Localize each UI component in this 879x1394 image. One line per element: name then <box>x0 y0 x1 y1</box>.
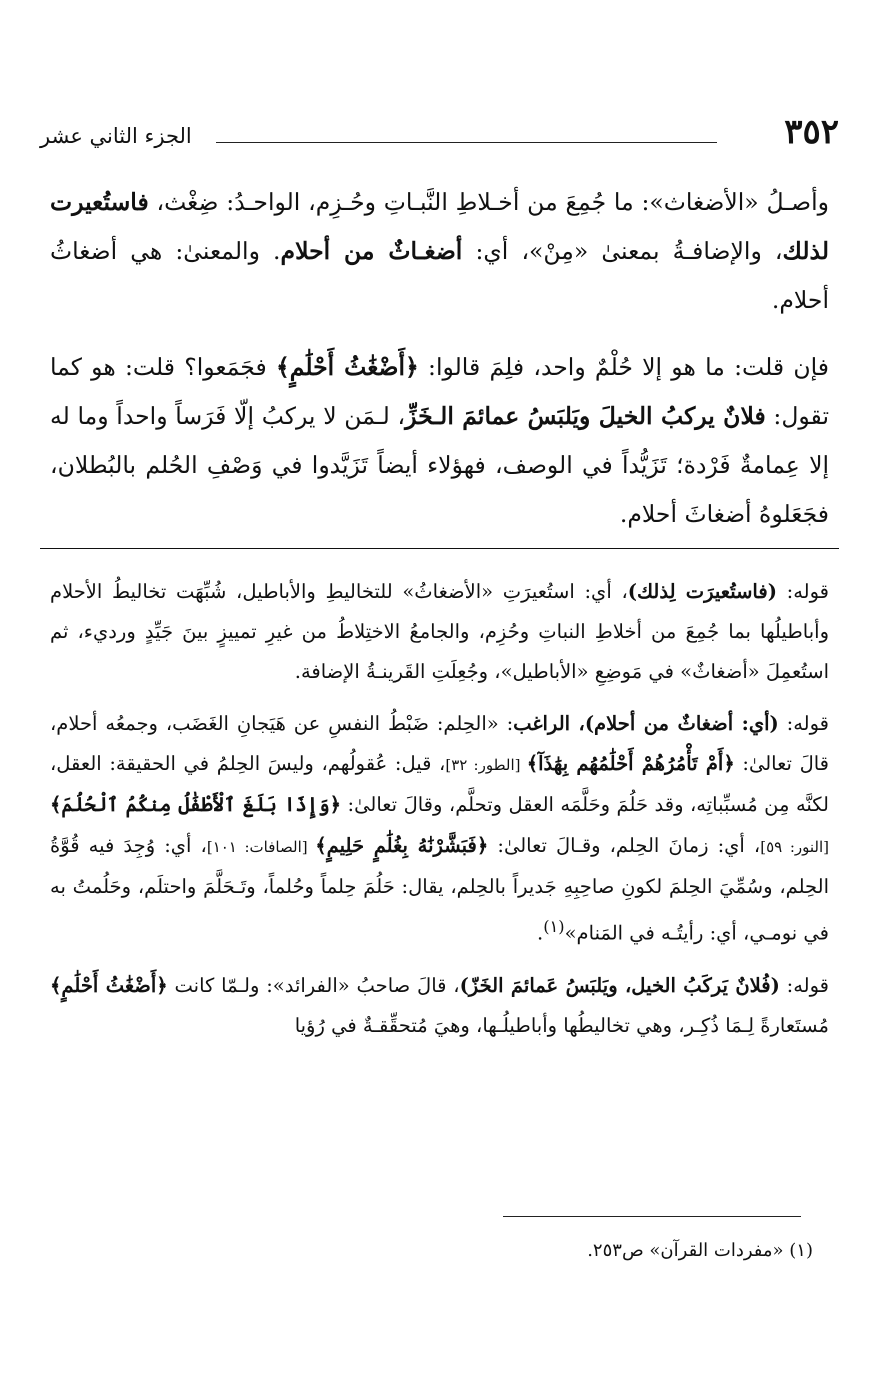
bold-phrase: (أي: أضغاثٌ من أحلام)، الراغب <box>513 712 779 735</box>
header-rule <box>216 142 717 143</box>
main-paragraph-2 <box>50 343 829 539</box>
text-run: فإن قلت: ما هو إلا حُلْمٌ واحد، فلِمَ قالوا: <box>418 353 829 381</box>
commentary-paragraph-2 <box>50 704 829 954</box>
quran-quote: ﴿أَمْ تَأْمُرُهُمْ أَحْلَٰمُهُم بِهَٰذَآ﴾ <box>526 752 735 775</box>
bold-phrase: فلانٌ يركبُ الخيلَ ويَلبَسُ عمائمَ الـخَزِّ <box>405 402 766 430</box>
quran-quote: ﴿أَضْغَٰثُ أَحْلَٰمٍ﴾ <box>275 353 419 381</box>
bold-phrase: (فاستُعيرَت لِذلك) <box>627 580 777 603</box>
section-divider <box>40 548 839 549</box>
quran-quote: ﴿وَإِذَا بَلَغَ ٱلْأَطْفَٰلُ مِنكُمُ ٱلْحُلُمَ﴾ <box>50 793 342 816</box>
text-run: مُستَعارةً لِـمَا ذُكِـر، وهي تخاليطُها وأباطيلُـها، وهيَ مُتحقِّقـةٌ في رُؤيا <box>294 1013 829 1037</box>
verse-reference: [النور: ٥٩] <box>760 838 829 856</box>
text-run: ، قيل: عُقولُهم، وليسَ الحِلمُ في الحقيقة: العقل، لكنَّه مِن مُسبِّباتِه، وقد حَلُمَ وحَلَّمَه العقل وتحلَّم، وقالَ تعالىٰ: <box>50 752 829 816</box>
commentary-paragraph-3 <box>50 966 829 1046</box>
commentary-paragraph-1 <box>50 572 829 692</box>
text-run: ، أي: وُجِدَ فيه قُوَّةُ الحِلم، وسُمِّيَ الحِلمَ لكونِ صاحِبِهِ جَديراً بالحِلم، يقال: حَلُمَ حِلماً وحُلماً، وتَـحَلَّمَ واحتلَم، وحَلُمتُ به في نومـي، أي: رأيتُـه في المَنام» <box>50 834 829 945</box>
main-text <box>50 178 829 557</box>
page-number: ٣٥٢ <box>784 112 839 152</box>
text-run: قوله: <box>776 580 829 603</box>
text-run: : «الحِلم: ضَبْطُ النفسِ عن هَيَجانِ الغَضَب، وجمعُه أحلام، قالَ تعالىٰ: <box>50 712 829 775</box>
text-run: . والمعنىٰ: هي أضغاثُ أحلام. <box>50 237 829 314</box>
text-run: قوله: <box>778 712 829 735</box>
text-run: ، أي: زمانَ الحِلم، وقـالَ تعالىٰ: <box>488 834 761 857</box>
quran-quote: ﴿فَبَشَّرْنَٰهُ بِغُلَٰمٍ حَلِيمٍ﴾ <box>315 834 489 857</box>
text-run: وأصـلُ «الأضغاث»: ما جُمِعَ من أخـلاطِ النَّبـاتِ وحُـزِم، الواحـدُ: ضِغْث، <box>148 188 829 216</box>
footnote-marker[interactable]: (١) <box>543 917 565 936</box>
commentary <box>50 572 829 1058</box>
verse-reference: [الطور: ٣٢] <box>445 756 527 774</box>
text-run: ، قالَ صاحبُ «الفرائد»: ولـمّا كانت <box>167 973 460 997</box>
text-run: ، والإضافـةُ بمعنىٰ «مِنْ»، أي: <box>462 237 783 265</box>
page-header <box>40 112 839 168</box>
bold-phrase: (فُلانٌ يَركَبُ الخيل، ويَلبَسُ عَمائمَ الخَزّ) <box>459 973 780 997</box>
footnote-rule <box>503 1216 801 1217</box>
footnote: (١) «مفردات القرآن» ص٢٥٣. <box>587 1240 813 1261</box>
text-run: . <box>537 921 544 945</box>
quran-quote: ﴿أَضْغَٰثُ أَحْلَٰمٍ﴾ <box>50 973 168 997</box>
text-run: ، لـمَن لا يركبُ إلّا فَرَساً واحداً وما له إلا عِمامةٌ فَرْدة؛ تَزَيُّداً في الوصف، فهؤلاء أيضاً تَزَيَّدوا في وَصْفِ الحُلم بالبُطلان، فجَعَلوهُ أضغاثَ أحلام. <box>50 402 829 528</box>
text-run: قوله: <box>779 973 829 997</box>
running-title: الجزء الثاني عشر <box>40 124 192 148</box>
text-run: ، أي: استُعيرَتِ «الأضغاثُ» للتخاليطِ والأباطيل، شُبِّهَت تخاليطُ الأحلام وأباطيلُها بما جُمِعَ من أخلاطِ النباتِ وحُزِم، والجامعُ الاختِلاطُ من غيرِ تمييزٍ بينَ جَيِّدٍ ورديء، ثم استُعمِلَ «أضغاثٌ» في مَوضِعِ «الأباطيل»، وجُعِلَتِ القَرينـةُ الإضافة. <box>50 580 829 683</box>
text-run: فجَمَعوا؟ قلت: هو كما تقول: <box>50 353 829 430</box>
bold-phrase: فاستُعيرت لذلك <box>50 188 829 265</box>
verse-reference: [الصافات: ١٠١] <box>206 838 316 856</box>
bold-phrase: أضغـاثٌ من أحلام <box>280 237 463 265</box>
main-paragraph-1 <box>50 178 829 325</box>
